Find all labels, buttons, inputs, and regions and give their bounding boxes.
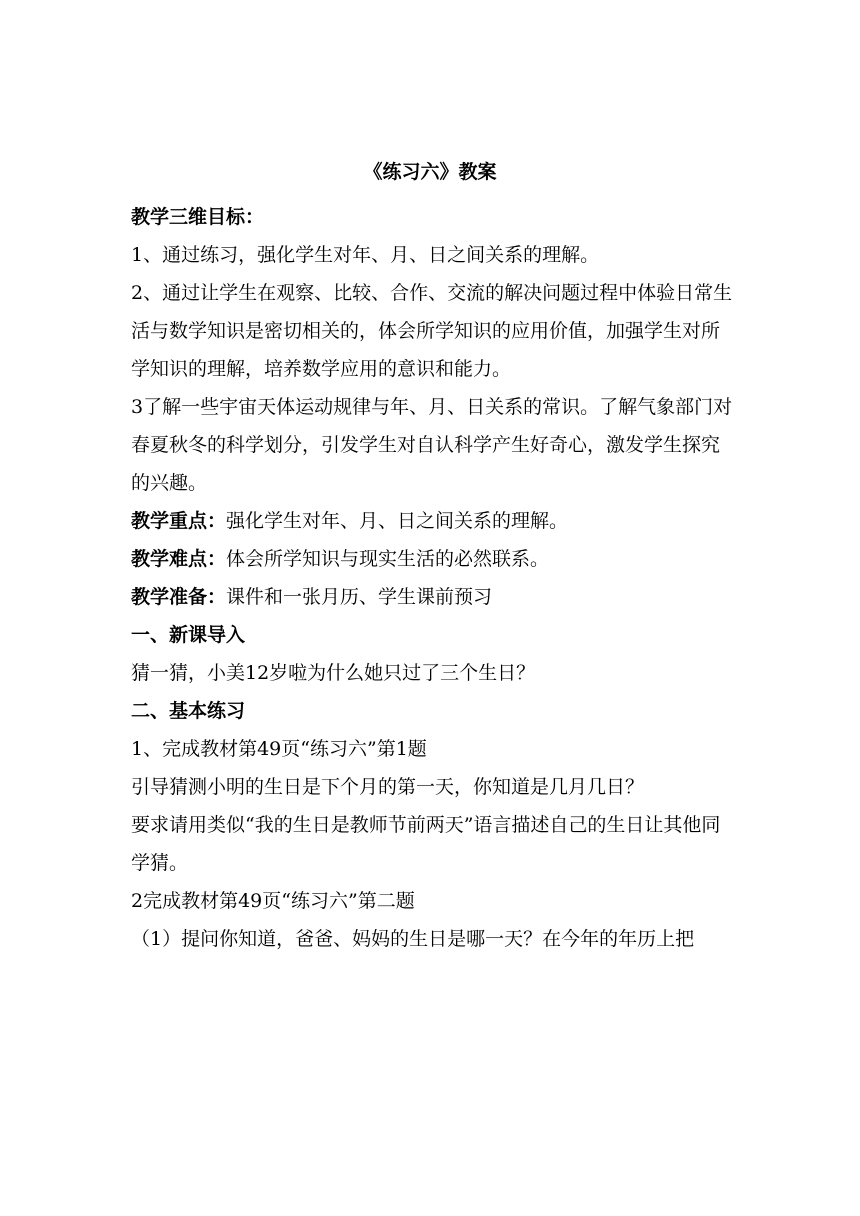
document-body — [131, 198, 735, 958]
preparation-label: 教学准备： — [131, 586, 227, 608]
objective-3: 3了解一些宇宙天体运动规律与年、月、日关系的常识。了解气象部门对春夏秋冬的科学划分，引发学生对自认科学产生好奇心，激发学生探究的兴趣。 — [131, 396, 733, 494]
section-1-heading: 一、新课导入 — [131, 624, 246, 646]
difficulty-text: 体会所学知识与现实生活的必然联系。 — [226, 548, 550, 570]
document-title: 《练习六》教案 — [363, 161, 497, 183]
exercise-1-title: 1、完成教材第49页“练习六”第1题 — [131, 738, 427, 760]
key-point-label: 教学重点： — [131, 510, 227, 532]
key-point-text: 强化学生对年、月、日之间关系的理解。 — [226, 510, 569, 532]
preparation — [131, 578, 735, 616]
section-2-heading: 二、基本练习 — [131, 700, 246, 722]
exercise-2-item-1: （1）提问你知道，爸爸、妈妈的生日是哪一天？在今年的年历上把 — [131, 928, 695, 950]
objectives-heading: 教学三维目标： — [131, 206, 265, 228]
preparation-text: 课件和一张月历、学生课前预习 — [226, 586, 493, 608]
section-1-text: 猜一猜，小美12岁啦为什么她只过了三个生日？ — [131, 662, 536, 684]
exercise-2-title: 2完成教材第49页“练习六”第二题 — [131, 890, 415, 912]
difficulty-label: 教学难点： — [131, 548, 227, 570]
difficulty-point — [131, 540, 735, 578]
exercise-1-text-2: 要求请用类似“我的生日是教师节前两天”语言描述自己的生日让其他同学猜。 — [131, 814, 721, 874]
key-point — [131, 502, 735, 540]
objective-1: 1、通过练习，强化学生对年、月、日之间关系的理解。 — [131, 244, 600, 266]
exercise-1-text-1: 引导猜测小明的生日是下个月的第一天，你知道是几月几日？ — [131, 776, 645, 798]
objective-2: 2、通过让学生在观察、比较、合作、交流的解决问题过程中体验日常生活与数学知识是密切相关的，体会所学知识的应用价值，加强学生对所学知识的理解，培养数学应用的意识和能力。 — [131, 282, 733, 380]
